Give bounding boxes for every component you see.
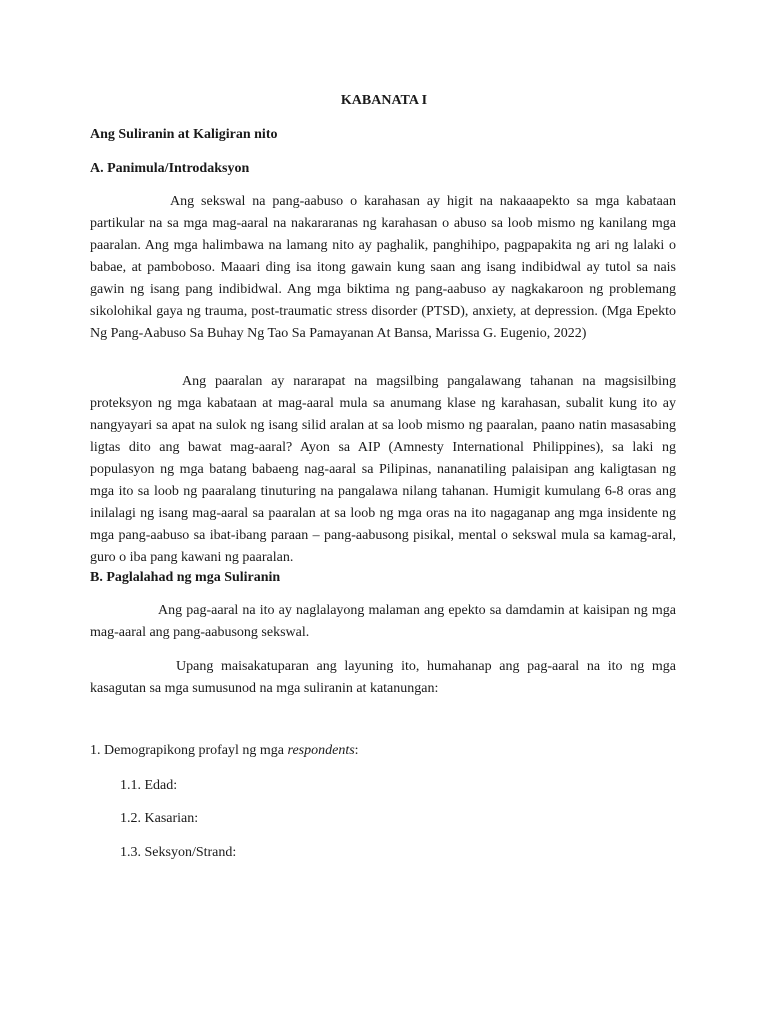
paragraph-introduction-2: Ang paaralan ay nararapat na magsilbing pangalawang tahanan na magsisilbing proteksyon ng mga kabataan at mag-aaral mula sa anumang klase ng karahasan, subalit kung ito ay nangyayari sa apat na sulok ng isang silid aralan at sa loob mismo ng paaralan, paano natin masasabing ligtas dito ang bawat mag-aaral? Ayon sa AIP (Amnesty International Philippines), sa laki ng populasyon ng mga batang babaeng nag-aaral sa Pilipinas, nananatiling palaisipan ang kaligtasan ng mga ito sa loob ng paaralang tinuturing na pangalawa nilang tahanan. Humigit kumulang 6-8 oras ang inilalagi ng isang mag-aaral sa paaralan at sa loob ng mga oras na ito nagaganap ang mga insidente ng mga pang-aabuso sa ibat-ibang paraan – pang-aabusong pisikal, mental o sekswal mula sa kamag-aral, guro o iba pang kawani ng paaralan. — [90, 374, 676, 565]
paragraph-problem-1: Ang pag-aaral na ito ay naglalayong malaman ang epekto sa damdamin at kaisipan ng mga mag-aaral ang pang-aabusong sekswal. — [90, 603, 676, 640]
chapter-title: KABANATA I — [340, 93, 428, 108]
list-item-age: 1.1. Edad: — [120, 778, 178, 793]
list-item-demographic-profile — [90, 743, 359, 759]
list-item-prefix: 1. Demograpikong profayl ng mga — [90, 743, 288, 758]
section-title: Ang Suliranin at Kaligiran nito — [90, 127, 278, 142]
list-item-section-strand: 1.3. Seksyon/Strand: — [120, 845, 237, 860]
list-item-suffix: : — [354, 743, 359, 758]
list-item-italic-term: respondents — [287, 743, 355, 758]
subsection-a-heading: A. Panimula/Introdaksyon — [90, 161, 250, 176]
paragraph-introduction-1: Ang sekswal na pang-aabuso o karahasan ay higit na nakaaapekto sa mga kabataan partikular na sa mga mag-aaral na nakararanas ng karahasan o abuso sa loob mismo ng kanilang mga paaralan. Ang mga halimbawa na lamang nito ay paghalik, panghihipo, pagpapakita ng ari ng lalaki o babae, at pamboboso. Maaari ding isa itong gawain kung saan ang isang indibidwal ay tutol sa nais gawin ng isang pang indibidwal. Ang mga biktima ng pang-aabuso ay nagkakaroon ng problemang sikolohikal gaya ng trauma, post-traumatic stress disorder (PTSD), anxiety, at depression. (Mga Epekto Ng Pang-Aabuso Sa Buhay Ng Tao Sa Pamayanan At Bansa, Marissa G. Eugenio, 2022) — [90, 194, 676, 341]
list-item-sex: 1.2. Kasarian: — [120, 811, 199, 826]
subsection-b-heading: B. Paglalahad ng mga Suliranin — [90, 570, 281, 585]
paragraph-problem-2: Upang maisakatuparan ang layuning ito, humahanap ang pag-aaral na ito ng mga kasagutan sa mga sumusunod na mga suliranin at katanungan: — [90, 659, 676, 696]
